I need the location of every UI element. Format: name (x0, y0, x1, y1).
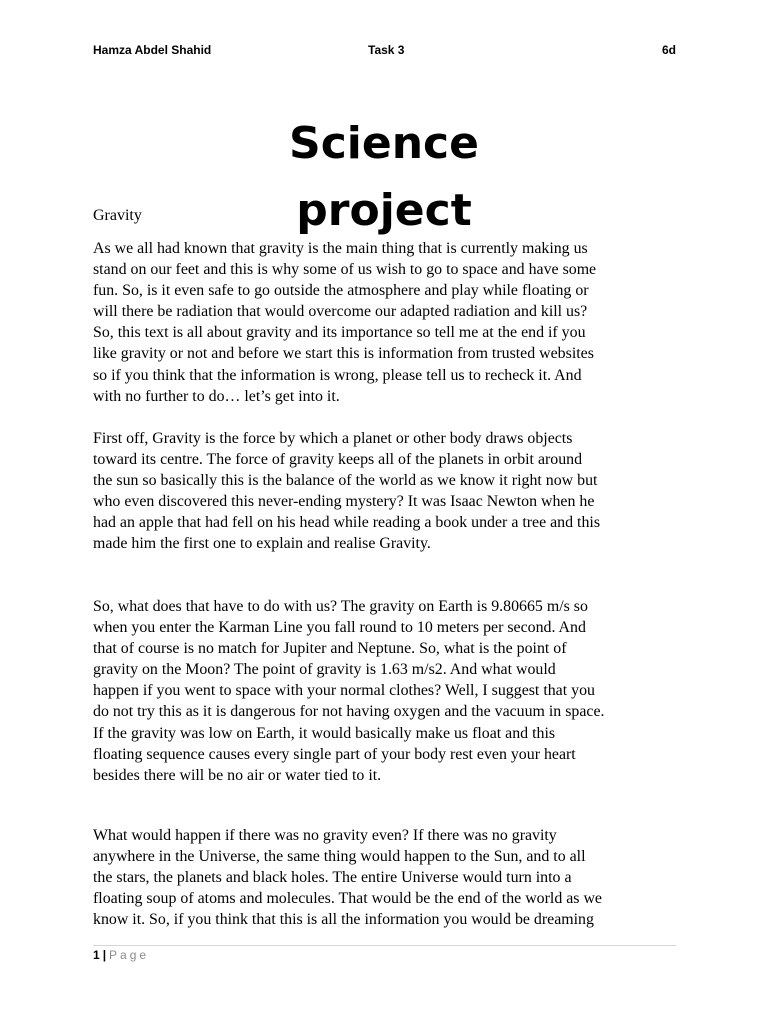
page-number: 1 (93, 948, 100, 962)
title-line-1: Science (289, 118, 479, 169)
header-class: 6d (661, 43, 676, 57)
footer-separator: | (102, 948, 107, 962)
header-author: Hamza Abdel Shahid (93, 43, 212, 57)
page-word: Page (109, 948, 150, 962)
footer-divider (93, 945, 676, 946)
page-footer (93, 948, 149, 962)
paragraph-no-gravity: What would happen if there was no gravity even? If there was no gravity anywhere in the Universe, the same thing would happen to the Sun, and to all the stars, the planets and black holes. The entire Universe would turn into a floating soup of atoms and molecules. That would be the end of the world as we know it. So, if you think that this is all the information you would be dreaming (93, 827, 602, 929)
paragraph-intro: As we all had known that gravity is the main thing that is currently making us stand on our feet and this is why some of us wish to go to space and have some fun. So, is it even safe to go outside the atmosphere and play while floating or will there be radiation that would overcome our adapted radiation and kill us? So, this text is all about gravity and its importance so tell me at the end if you like gravity or not and before we start this is information from trusted websites so if you think that the information is wrong, please tell us to recheck it. And with no further to do… let’s get into it. (93, 240, 597, 405)
header-task: Task 3 (368, 43, 405, 57)
page-header (93, 43, 676, 61)
section-label: Gravity (93, 207, 142, 224)
paragraph-earth-gravity: So, what does that have to do with us? The gravity on Earth is 9.80665 m/s so when you enter the Karman Line you fall round to 10 meters per second. And that of course is no match for Jupiter and Neptune. So, what is the point of gravity on the Moon? The point of gravity is 1.63 m/s2. And what would happen if you went to space with your normal clothes? Well, I suggest that you do not try this as it is dangerous for not having oxygen and the vacuum in space. If the gravity was low on Earth, it would basically make us float and this floating sequence causes every single part of your body rest even your heart besides there will be no air or water tied to it. (93, 598, 605, 784)
paragraph-definition: First off, Gravity is the force by which a planet or other body draws objects toward its centre. The force of gravity keeps all of the planets in orbit around the sun so basically this is the balance of the world as we know it right now but who even discovered this never-ending mystery? It was Isaac Newton when he had an apple that had fell on his head while reading a book under a tree and this made him the first one to explain and realise Gravity. (93, 430, 601, 553)
title-line-2: project (296, 185, 472, 236)
